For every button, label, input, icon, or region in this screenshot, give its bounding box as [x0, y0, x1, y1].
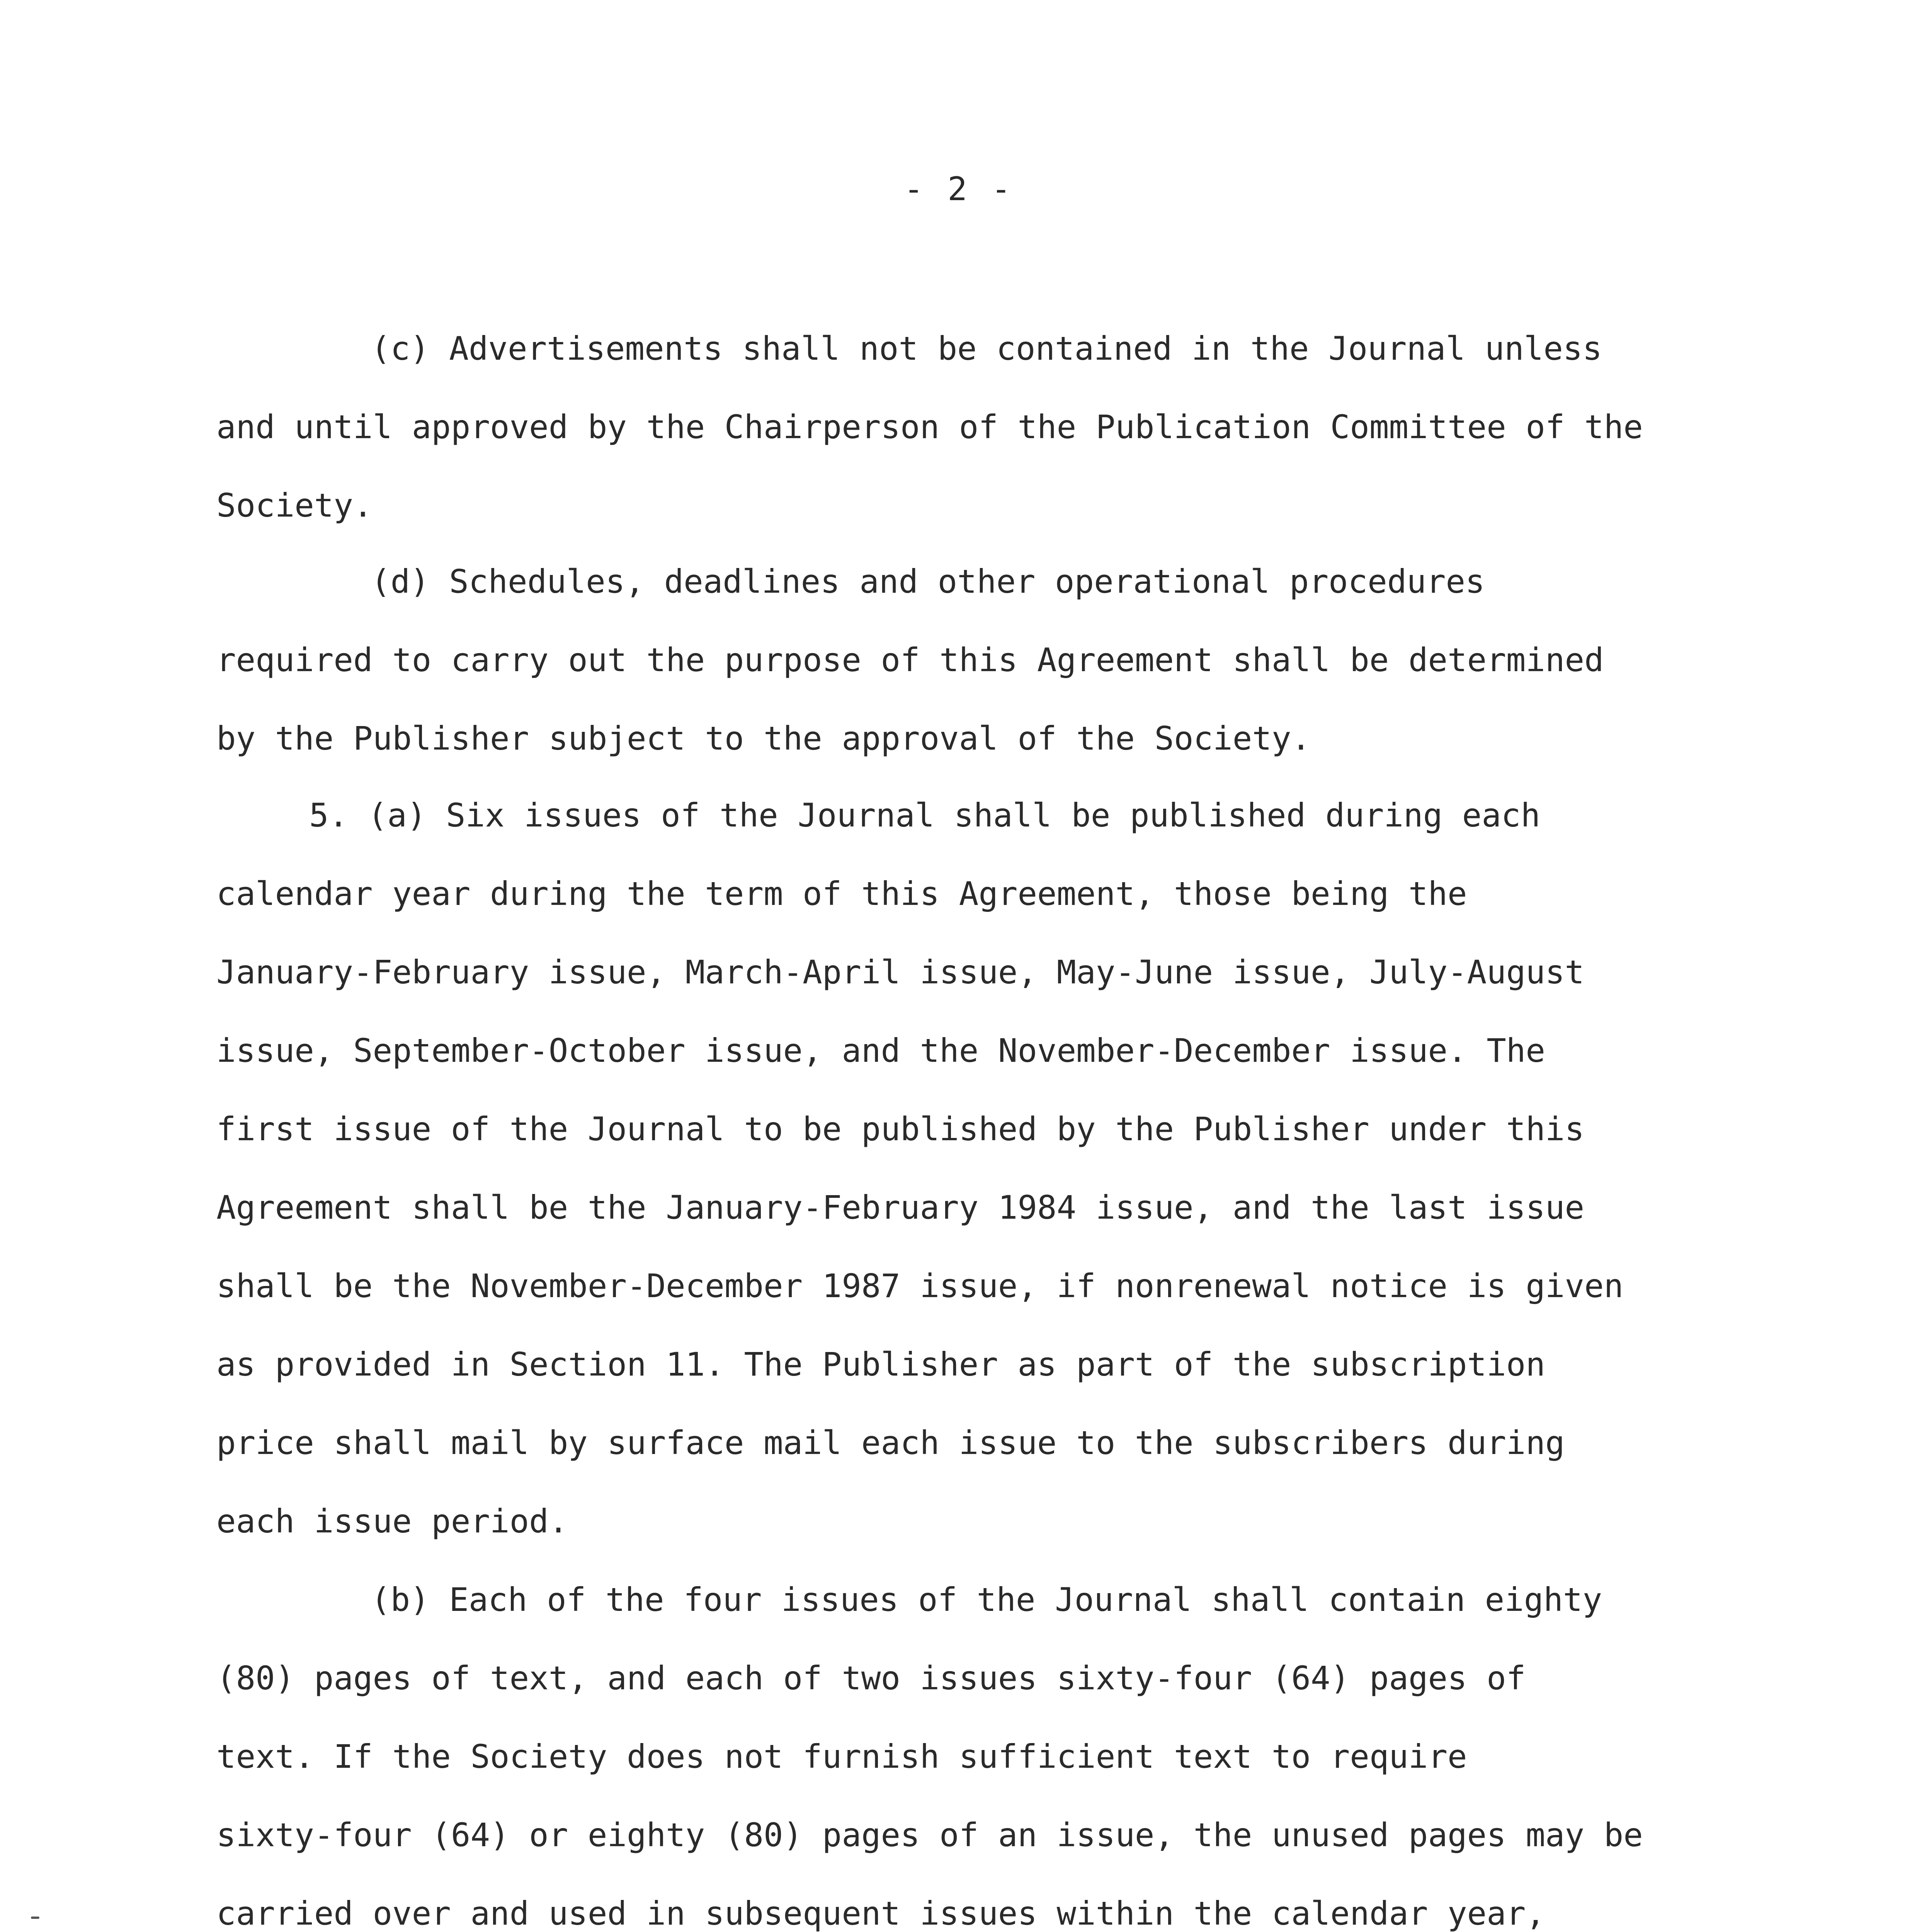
scan-speck: [31, 1917, 39, 1919]
text-line: calendar year during the term of this Agreement, those being the: [216, 875, 1467, 913]
text-line: text. If the Society does not furnish sufficient text to require: [216, 1738, 1467, 1776]
text-line: carried over and used in subsequent issues within the calendar year,: [216, 1895, 1545, 1932]
text-line: sixty-four (64) or eighty (80) pages of an issue, the unused pages may be: [216, 1816, 1643, 1854]
text-line: each issue period.: [216, 1502, 568, 1540]
text-line: January-February issue, March-April issue, May-June issue, July-August: [216, 953, 1585, 991]
text-line: shall be the November-December 1987 issue, if nonrenewal notice is given: [216, 1267, 1624, 1305]
text-line: (80) pages of text, and each of two issues sixty-four (64) pages of: [216, 1659, 1526, 1697]
text-line: 5. (a) Six issues of the Journal shall be published during each: [309, 796, 1541, 834]
text-line: (c) Advertisements shall not be contained in the Journal unless: [371, 330, 1602, 367]
text-line: price shall mail by surface mail each issue to the subscribers during: [216, 1424, 1565, 1462]
text-line: (b) Each of the four issues of the Journal shall contain eighty: [371, 1581, 1602, 1619]
text-line: by the Publisher subject to the approval of the Society.: [216, 719, 1311, 757]
text-line: required to carry out the purpose of this Agreement shall be determined: [216, 641, 1604, 679]
text-line: and until approved by the Chairperson of the Publication Committee of the: [216, 408, 1643, 446]
text-line: first issue of the Journal to be published by the Publisher under this: [216, 1110, 1585, 1148]
text-line: Agreement shall be the January-February 1984 issue, and the last issue: [216, 1189, 1585, 1226]
text-line: (d) Schedules, deadlines and other operational procedures: [371, 563, 1485, 600]
page-number: - 2 -: [904, 170, 1013, 208]
text-line: issue, September-October issue, and the November-December issue. The: [216, 1032, 1545, 1070]
text-line: as provided in Section 11. The Publisher as part of the subscription: [216, 1345, 1545, 1383]
text-line: Society.: [216, 486, 373, 524]
